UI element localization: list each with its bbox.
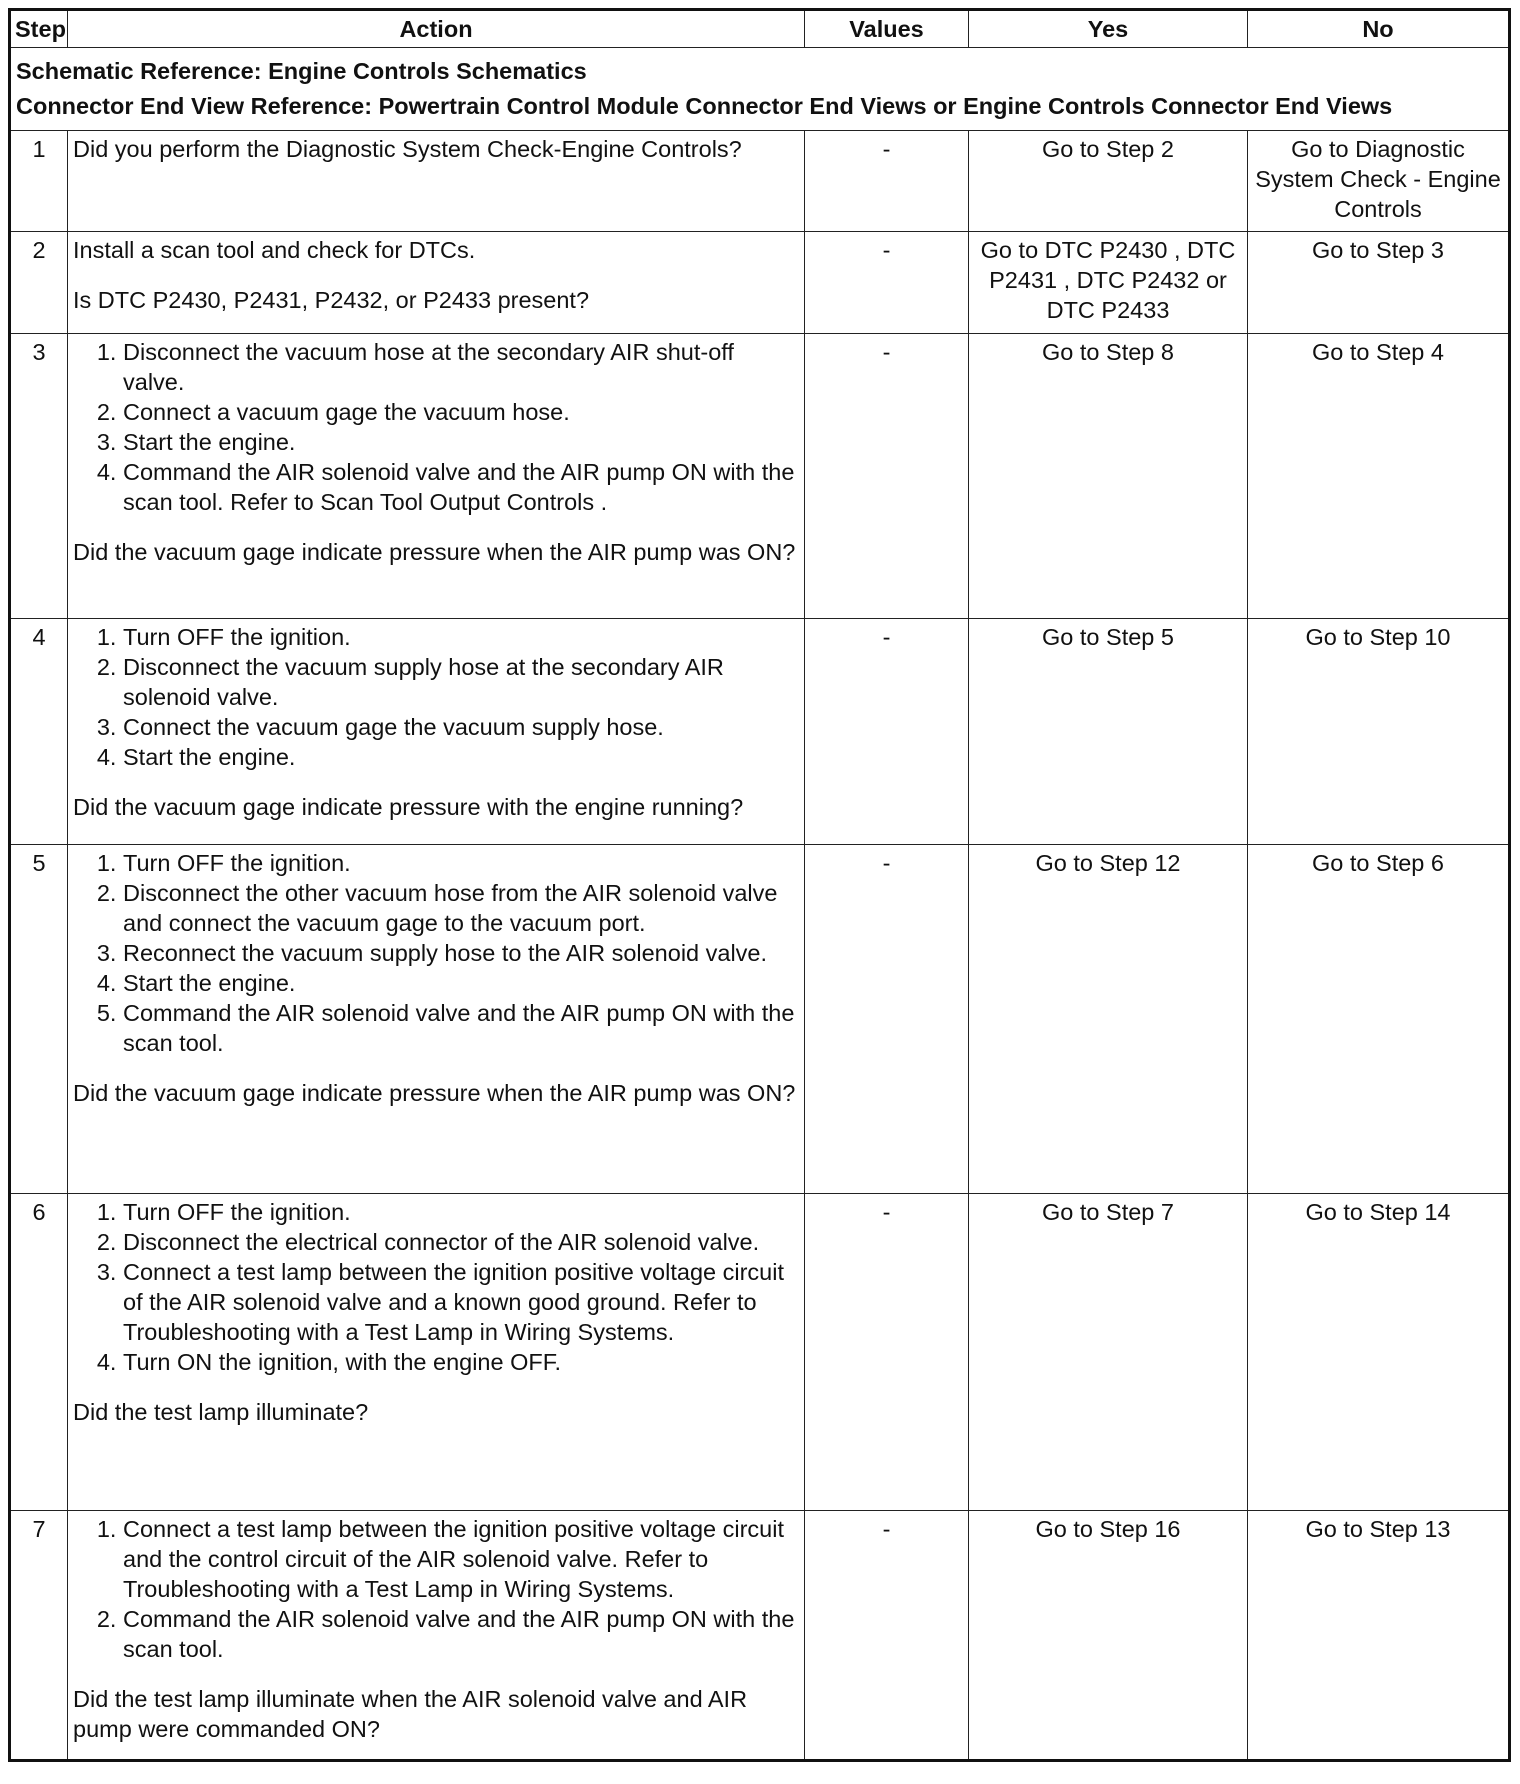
step-number: 6 <box>10 1194 68 1511</box>
schematic-reference: Schematic Reference: Engine Controls Schematics <box>16 58 587 84</box>
table-row <box>10 131 1510 232</box>
no-cell: Go to Step 10 <box>1248 619 1510 845</box>
action-cell <box>68 845 805 1194</box>
yes-cell: Go to Step 12 <box>969 845 1248 1194</box>
table-row <box>10 845 1510 1194</box>
action-intro: Install a scan tool and check for DTCs. <box>73 237 476 263</box>
action-cell <box>68 1511 805 1761</box>
list-item: 3. Start the engine. <box>123 427 799 457</box>
header-step: Step <box>10 10 68 48</box>
step-number: 7 <box>10 1511 68 1761</box>
list-item: 2. Disconnect the electrical connector of the AIR solenoid valve. <box>123 1227 799 1257</box>
action-steps-list <box>73 622 799 772</box>
table-row <box>10 334 1510 619</box>
list-item: 4. Start the engine. <box>123 968 799 998</box>
action-question: Did the test lamp illuminate? <box>73 1399 369 1425</box>
list-item: 4. Start the engine. <box>123 742 799 772</box>
list-item: 4. Command the AIR solenoid valve and the AIR pump ON with the scan tool. Refer to Scan Tool Output Controls . <box>123 457 799 517</box>
yes-cell: Go to Step 2 <box>969 131 1248 232</box>
list-item: 3. Connect a test lamp between the ignition positive voltage circuit of the AIR solenoid valve and a known good ground. Refer to Troubleshooting with a Test Lamp in Wiring Systems. <box>123 1257 799 1347</box>
yes-cell: Go to DTC P2430 , DTC P2431 , DTC P2432 or DTC P2433 <box>969 232 1248 334</box>
table-row <box>10 1194 1510 1511</box>
list-item: 3. Reconnect the vacuum supply hose to the AIR solenoid valve. <box>123 938 799 968</box>
action-question: Is DTC P2430, P2431, P2432, or P2433 present? <box>73 287 590 313</box>
list-item: 1. Turn OFF the ignition. <box>123 848 799 878</box>
list-item: 5. Command the AIR solenoid valve and the AIR pump ON with the scan tool. <box>123 998 799 1058</box>
step-number: 3 <box>10 334 68 619</box>
action-question: Did the vacuum gage indicate pressure when the AIR pump was ON? <box>73 539 796 565</box>
no-cell: Go to Step 4 <box>1248 334 1510 619</box>
list-item: 4. Turn ON the ignition, with the engine OFF. <box>123 1347 799 1377</box>
action-steps-list <box>73 337 799 517</box>
value-cell: - <box>805 619 969 845</box>
action-steps-list <box>73 1514 799 1664</box>
table-row <box>10 1511 1510 1761</box>
header-action: Action <box>68 10 805 48</box>
yes-cell: Go to Step 7 <box>969 1194 1248 1511</box>
reference-cell <box>10 48 1510 131</box>
value-cell: - <box>805 232 969 334</box>
action-cell <box>68 232 805 334</box>
action-question: Did the test lamp illuminate when the AIR solenoid valve and AIR pump were commanded ON? <box>73 1686 748 1742</box>
action-question: Did you perform the Diagnostic System Check-Engine Controls? <box>73 136 742 162</box>
list-item: 1. Disconnect the vacuum hose at the secondary AIR shut-off valve. <box>123 337 799 397</box>
value-cell: - <box>805 1511 969 1761</box>
value-cell: - <box>805 334 969 619</box>
header-row <box>10 10 1510 48</box>
reference-row <box>10 48 1510 131</box>
list-item: 2. Connect a vacuum gage the vacuum hose. <box>123 397 799 427</box>
header-yes: Yes <box>969 10 1248 48</box>
diagnostic-table-container <box>8 8 1508 1762</box>
no-cell: Go to Step 6 <box>1248 845 1510 1194</box>
list-item: 3. Connect the vacuum gage the vacuum supply hose. <box>123 712 799 742</box>
value-cell: - <box>805 1194 969 1511</box>
step-number: 1 <box>10 131 68 232</box>
yes-cell: Go to Step 8 <box>969 334 1248 619</box>
list-item: 1. Turn OFF the ignition. <box>123 622 799 652</box>
list-item: 2. Disconnect the other vacuum hose from the AIR solenoid valve and connect the vacuum gage to the vacuum port. <box>123 878 799 938</box>
connector-reference: Connector End View Reference: Powertrain Control Module Connector End Views or Engine Controls Connector End Views <box>16 93 1393 119</box>
action-question: Did the vacuum gage indicate pressure when the AIR pump was ON? <box>73 1080 796 1106</box>
value-cell: - <box>805 131 969 232</box>
action-cell <box>68 131 805 232</box>
action-steps-list <box>73 1197 799 1377</box>
no-cell: Go to Step 13 <box>1248 1511 1510 1761</box>
table-row <box>10 619 1510 845</box>
step-number: 4 <box>10 619 68 845</box>
action-cell <box>68 334 805 619</box>
header-no: No <box>1248 10 1510 48</box>
step-number: 5 <box>10 845 68 1194</box>
list-item: 1. Connect a test lamp between the ignition positive voltage circuit and the control circuit of the AIR solenoid valve. Refer to Troubleshooting with a Test Lamp in Wiring Systems. <box>123 1514 799 1604</box>
step-number: 2 <box>10 232 68 334</box>
action-cell <box>68 1194 805 1511</box>
header-values: Values <box>805 10 969 48</box>
action-cell <box>68 619 805 845</box>
yes-cell: Go to Step 5 <box>969 619 1248 845</box>
action-question: Did the vacuum gage indicate pressure with the engine running? <box>73 794 744 820</box>
table-row <box>10 232 1510 334</box>
list-item: 2. Command the AIR solenoid valve and the AIR pump ON with the scan tool. <box>123 1604 799 1664</box>
no-cell: Go to Step 3 <box>1248 232 1510 334</box>
yes-cell: Go to Step 16 <box>969 1511 1248 1761</box>
no-cell: Go to Step 14 <box>1248 1194 1510 1511</box>
no-cell: Go to Diagnostic System Check - Engine Controls <box>1248 131 1510 232</box>
diagnostic-table <box>8 8 1511 1762</box>
list-item: 1. Turn OFF the ignition. <box>123 1197 799 1227</box>
action-steps-list <box>73 848 799 1058</box>
list-item: 2. Disconnect the vacuum supply hose at the secondary AIR solenoid valve. <box>123 652 799 712</box>
value-cell: - <box>805 845 969 1194</box>
